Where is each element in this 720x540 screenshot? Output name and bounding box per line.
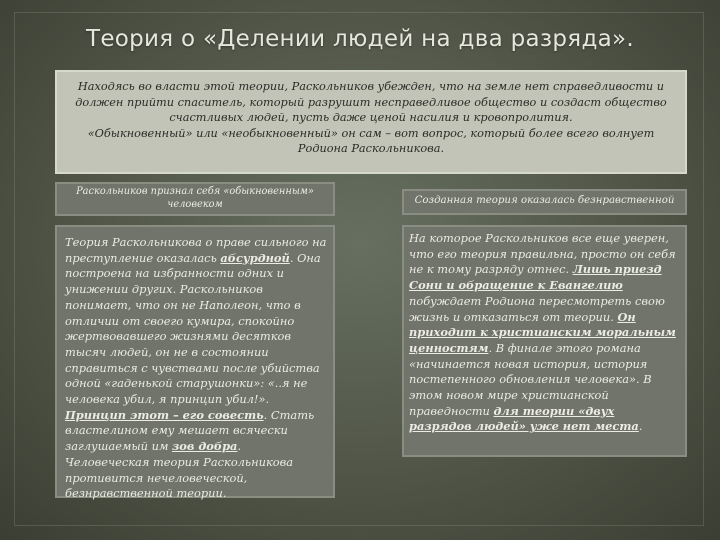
intro-line: Родиона Раскольникова.: [297, 142, 445, 155]
right-header-box: [402, 189, 687, 215]
right-body-box: [402, 225, 687, 457]
left-header-box: [55, 182, 335, 216]
left-body-emphasis: Принцип этот – его совесть: [65, 407, 264, 422]
right-body-text: .: [638, 419, 643, 434]
right-body-emphasis: Лишь приезд Сони и обращение к Евангелию: [409, 262, 662, 293]
left-body-text: . Она построена на избранности одних и унижении других. Раскольников понимает, что он не Наполеон, что в отличии от своего кумира, спокойно жертвовавшего жизнями десятков тысяч людей, он не в состоянии справиться с чувствами после убийства одной «гаденькой старушонки»: «..я не человека убил, я принцип убил!».: [65, 250, 321, 407]
right-body-text: побуждает Родиона пересмотреть свою жизнь и отказаться от теории.: [409, 293, 665, 324]
left-body-emphasis: абсурдной: [220, 250, 290, 265]
intro-line: должен прийти спаситель, который разрушит несправедливое общество и создаст общество: [75, 95, 667, 109]
intro-box: [55, 70, 687, 174]
slide-title: Теория о «Делении людей на два разряда».: [85, 26, 635, 52]
intro-line: счастливых людей, пусть даже ценой насилия и кровопролития.: [169, 111, 573, 124]
right-header-text: Созданная теория оказалась безнравственной: [414, 195, 675, 206]
intro-line: Находясь во власти этой теории, Раскольников убежден, что на земле нет справедливости и: [77, 80, 665, 93]
right-body-text: . В финале этого романа «начинается новая история, история постепенного обновления человека». В этом новом мире христианской праведности: [409, 340, 652, 418]
left-body-text: . Человеческая теория Раскольникова противится нечеловеческой, безнравственной теории.: [65, 439, 294, 501]
left-header-text: Раскольников признал себя «обыкновенным» человеком: [76, 186, 314, 210]
left-body-emphasis: зов добра: [172, 439, 238, 454]
right-body-emphasis: для теории «двух разрядов людей» уже нет места: [409, 403, 639, 434]
left-body-text: Теория Раскольникова о праве сильного на преступление оказалась: [65, 235, 327, 265]
intro-line: «Обыкновенный» или «необыкновенный» он сам – вот вопрос, который более всего волнует: [87, 126, 655, 140]
right-body-text: На которое Раскольников все еще уверен, что его теория правильна, просто он себя не к тому разряду отнес.: [409, 231, 676, 277]
right-body-emphasis: Он приходит к христианским моральным ценностям: [409, 309, 676, 355]
left-body-box: [55, 225, 335, 501]
left-body-text: . Стать властелином ему мешает всячески заглушаемый им: [65, 407, 315, 454]
